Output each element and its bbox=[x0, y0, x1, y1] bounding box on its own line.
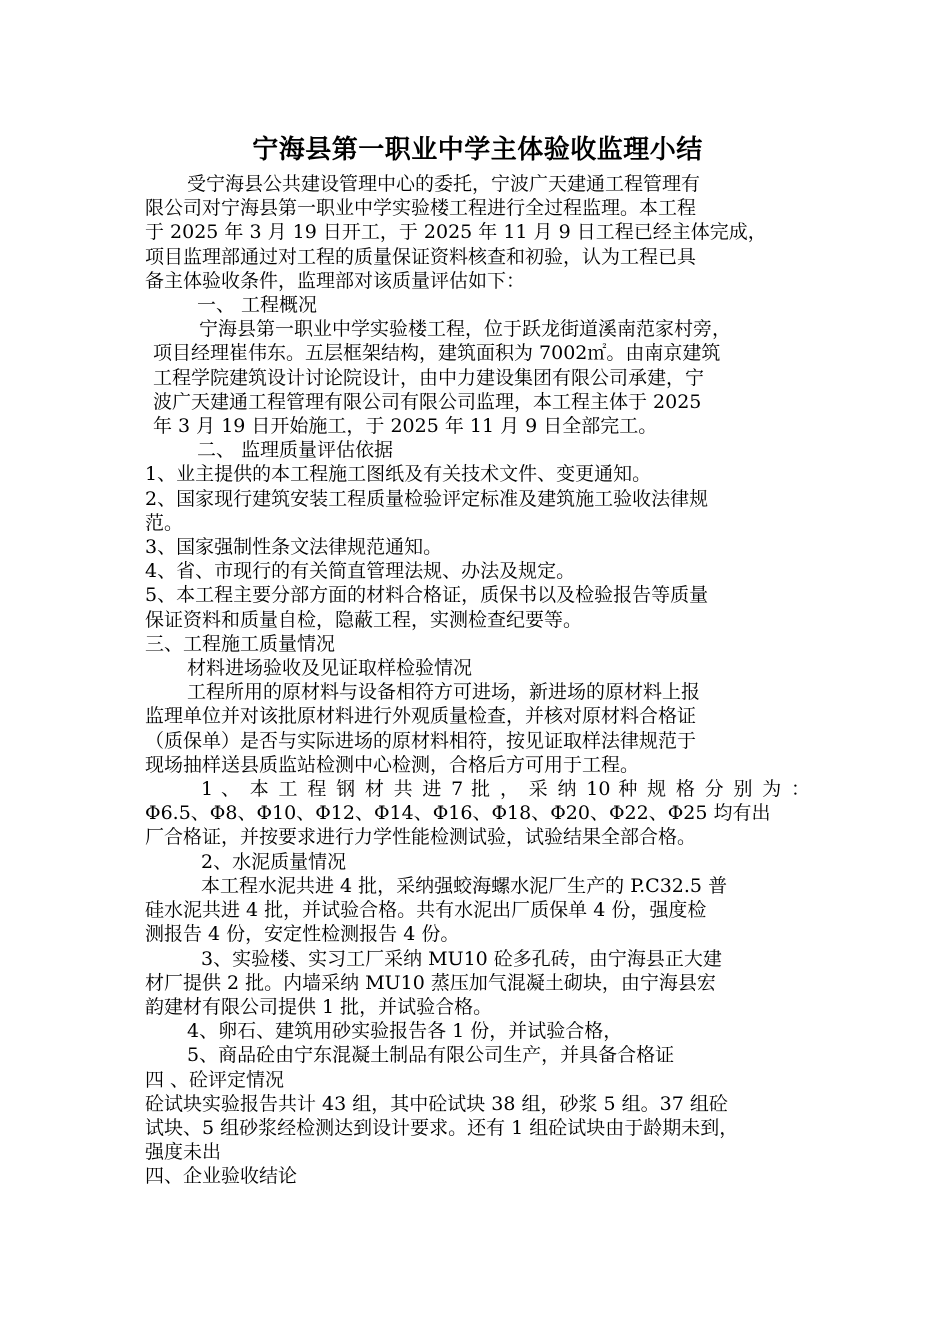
text-line: 测报告 4 份，安定性检测报告 4 份。 bbox=[145, 923, 460, 946]
text-line: 项目经理崔伟东。五层框架结构，建筑面积为 7002㎡。由南京建筑 bbox=[153, 342, 721, 365]
document-page bbox=[145, 132, 810, 1189]
text-line: 3、实验楼、实习工厂采纳 MU10 砼多孔砖，由宁海县正大建 bbox=[201, 947, 722, 970]
text-line: 于 2025 年 3 月 19 日开工，于 2025 年 11 月 9 日工程已经主体完成， bbox=[145, 221, 767, 244]
text-line: 3、国家强制性条文法律规范通知。 bbox=[145, 536, 443, 559]
text-line: 2、国家现行建筑安装工程质量检验评定标准及建筑施工验收法律规 bbox=[145, 487, 709, 510]
text-line: 年 3 月 19 日开始施工，于 2025 年 11 月 9 日全部完工。 bbox=[153, 415, 658, 438]
text-line: 限公司对宁海县第一职业中学实验楼工程进行全过程监理。本工程 bbox=[145, 197, 697, 220]
text-line: 韵建材有限公司提供 1 批，并试验合格。 bbox=[145, 995, 493, 1018]
text-line: 宁海县第一职业中学实验楼工程，位于跃龙街道溪南范家村旁， bbox=[199, 318, 732, 341]
text-line: 四、企业验收结论 bbox=[145, 1165, 298, 1188]
text-line: 厂合格证，并按要求进行力学性能检测试验，试验结果全部合格。 bbox=[145, 826, 697, 849]
text-line: Φ6.5、Φ8、Φ10、Φ12、Φ14、Φ16、Φ18、Φ20、Φ22、Φ25 均有出 bbox=[145, 802, 771, 825]
text-line: 1、业主提供的本工程施工图纸及有关技术文件、变更通知。 bbox=[145, 463, 652, 486]
text-line: 1 、 本 工 程 钢 材 共 进 7 批 ， 采 纳 10 种 规 格 分 别 为 ： bbox=[201, 778, 810, 801]
text-line: 硅水泥共进 4 批，并试验合格。共有水泥出厂质保单 4 份，强度检 bbox=[145, 899, 707, 922]
text-line: 试块、5 组砂浆经检测达到设计要求。还有 1 组砼试块由于龄期未到， bbox=[145, 1116, 739, 1139]
text-line: 项目监理部通过对工程的质量保证资料核查和初验，认为工程已具 bbox=[145, 245, 697, 268]
text-line: 工程学院建筑设计讨论院设计，由中力建设集团有限公司承建，宁 bbox=[153, 366, 705, 389]
text-line: （质保单）是否与实际进场的原材料相符，按见证取样法律规范于 bbox=[145, 729, 697, 752]
text-line: 备主体验收条件，监理部对该质量评估如下： bbox=[145, 269, 526, 292]
text-line: 现场抽样送县质监站检测中心检测，合格后方可用于工程。 bbox=[145, 753, 640, 776]
text-line: 5、商品砼由宁东混凝土制品有限公司生产，并具备合格证 bbox=[187, 1044, 675, 1067]
document-title: 宁海县第一职业中学主体验收监理小结 bbox=[252, 135, 703, 165]
text-line: 监理单位并对该批原材料进行外观质量检查，并核对原材料合格证 bbox=[145, 705, 697, 728]
text-line: 受宁海县公共建设管理中心的委托，宁波广天建通工程管理有 bbox=[187, 173, 701, 195]
text-line: 保证资料和质量自检，隐蔽工程，实测检查纪要等。 bbox=[145, 608, 583, 631]
text-line: 强度未出 bbox=[145, 1141, 222, 1164]
text-line: 2、水泥质量情况 bbox=[201, 850, 347, 873]
text-line: 波广天建通工程管理有限公司有限公司监理，本工程主体于 2025 bbox=[153, 390, 702, 413]
text-line: 5、本工程主要分部方面的材料合格证，质保书以及检验报告等质量 bbox=[145, 584, 709, 607]
text-line: 材厂提供 2 批。内墙采纳 MU10 蒸压加气混凝土砌块，由宁海县宏 bbox=[145, 971, 716, 994]
text-line: 工程所用的原材料与设备相符方可进场，新进场的原材料上报 bbox=[187, 681, 701, 704]
text-line: 一、 工程概况 bbox=[197, 294, 318, 317]
text-line: 材料进场验收及见证取样检验情况 bbox=[187, 657, 473, 680]
text-line: 二、 监理质量评估依据 bbox=[197, 439, 394, 462]
text-line: 砼试块实验报告共计 43 组，其中砼试块 38 组，砂浆 5 组。37 组砼 bbox=[145, 1092, 728, 1115]
text-line: 三、工程施工质量情况 bbox=[145, 632, 336, 655]
text-line: 4、省、市现行的有关简直管理法规、办法及规定。 bbox=[145, 560, 576, 583]
text-line: 四 、砼评定情况 bbox=[145, 1068, 285, 1091]
text-line: 范。 bbox=[145, 511, 184, 534]
text-line: 4、卵石、建筑用砂实验报告各 1 份，并试验合格， bbox=[187, 1020, 623, 1043]
document-body bbox=[145, 172, 810, 1189]
text-line: 本工程水泥共进 4 批，采纳强蛟海螺水泥厂生产的 P.C32.5 普 bbox=[201, 874, 728, 897]
